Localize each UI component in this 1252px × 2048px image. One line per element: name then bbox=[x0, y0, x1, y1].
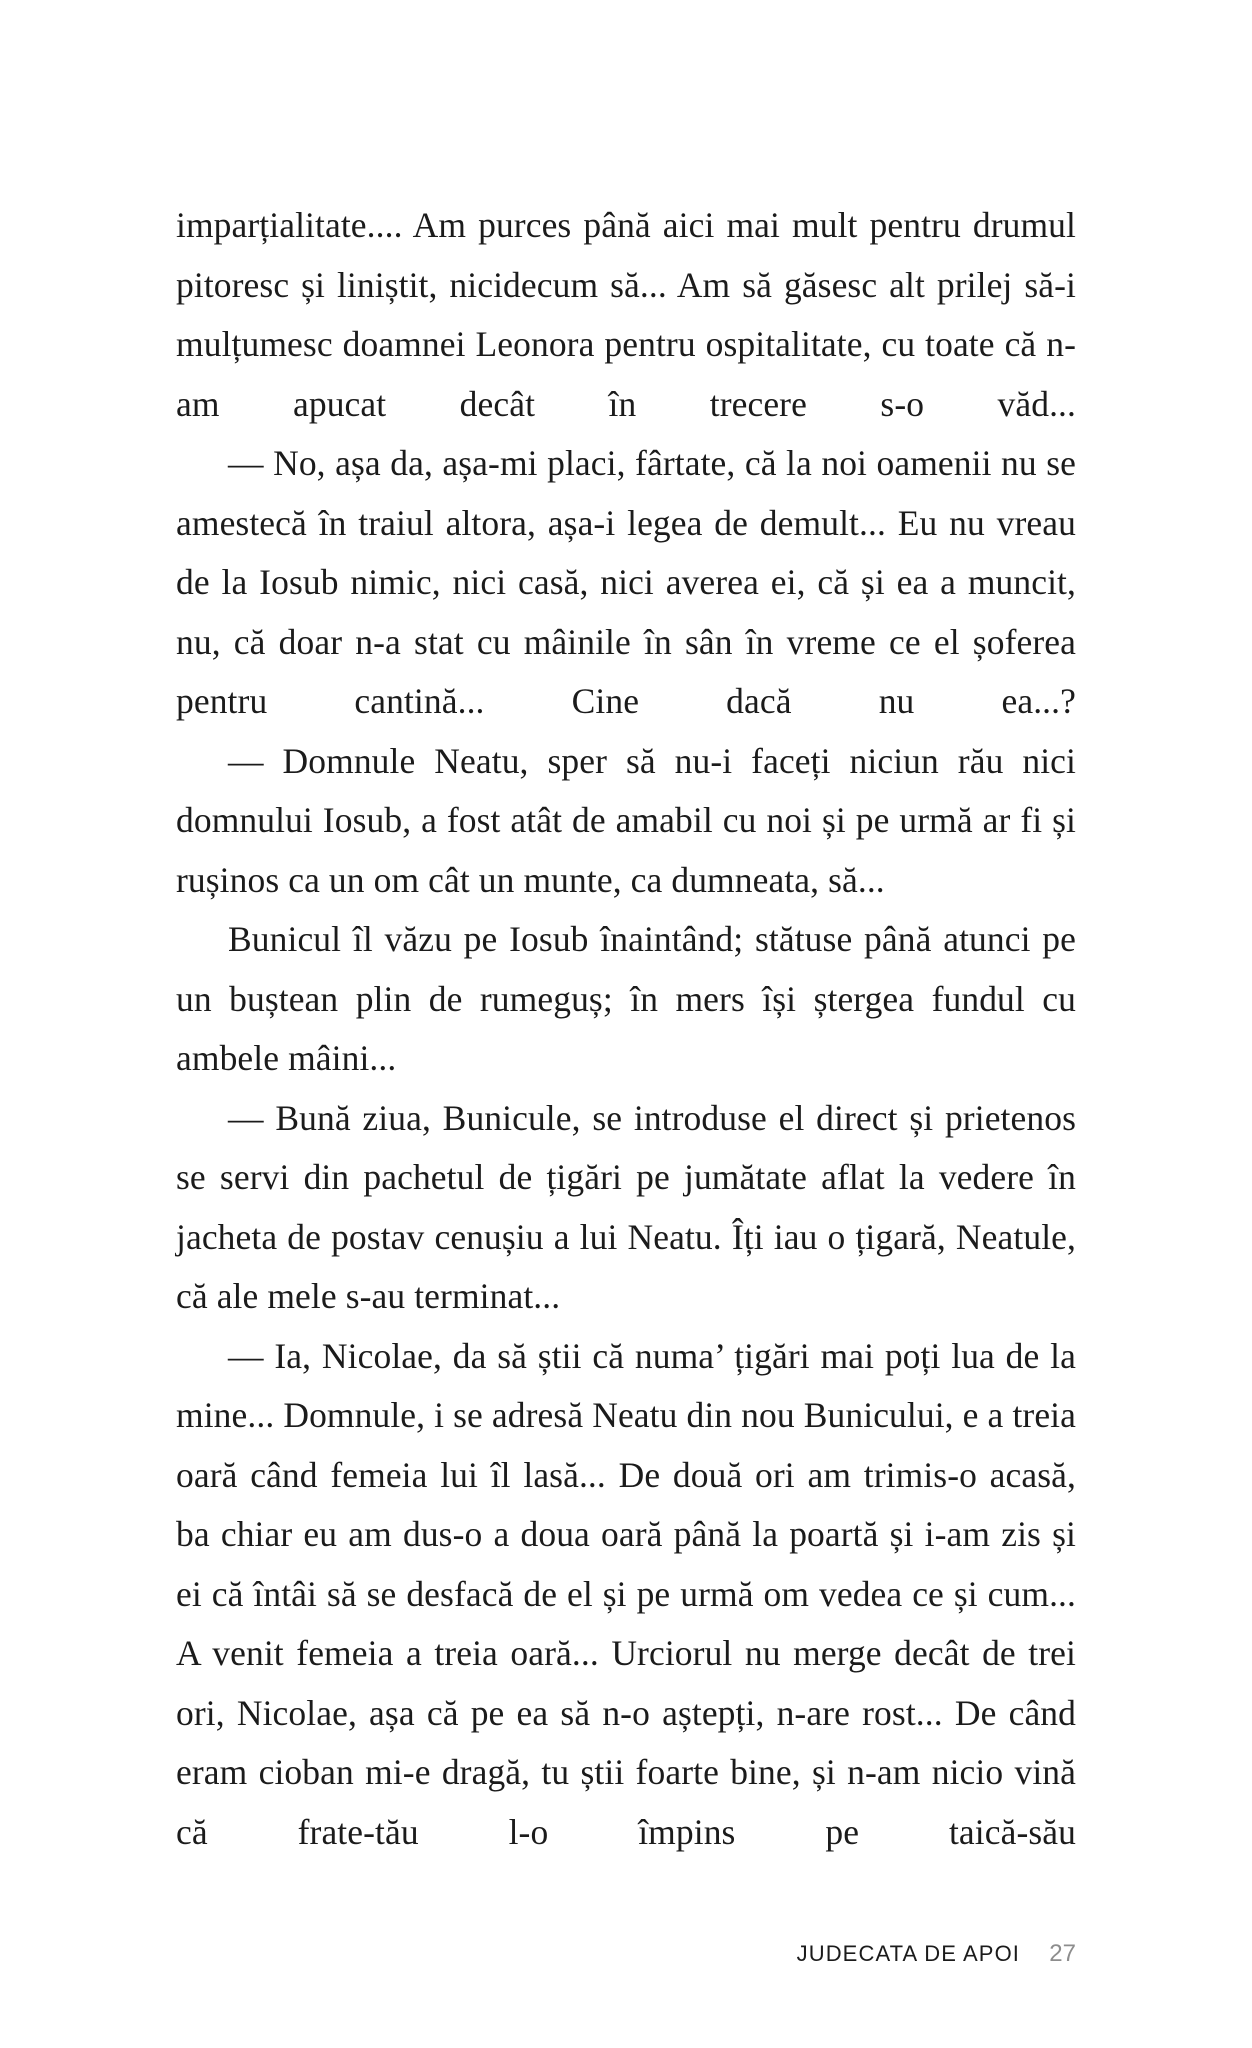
footer-book-title: JUDECATA DE APOI bbox=[796, 1941, 1020, 1966]
paragraph-continuation: imparțialitate.... Am purces până aici mai mult pentru drumul pitoresc și liniștit, nicidecum să... Am să găsesc alt prilej să-i mulțumesc doamnei Leonora pentru ospitalitate, cu toate că n-am apucat decât în trecere s-o văd... bbox=[176, 205, 1076, 424]
footer-page-number: 27 bbox=[1049, 1940, 1076, 1967]
paragraph-dialogue-no-asa-da: — No, așa da, așa-mi placi, fârtate, că la noi oamenii nu se amestecă în traiul altora, așa-i legea de demult... Eu nu vreau de la Iosub nimic, nici casă, nici averea ei, că și ea a muncit, nu, că doar n-a stat cu mâinile în sân în vreme ce el șoferea pentru cantină... Cine dacă nu ea...? bbox=[176, 443, 1076, 721]
paragraph-dialogue-ia-nicolae: — Ia, Nicolae, da să știi că numa’ țigări mai poți lua de la mine... Domnule, i se adresă Neatu din nou Bunicului, e a treia oară când femeia lui îl lasă... De două ori am trimis-o acasă, ba chiar eu am dus-o a doua oară până la poartă și i-am zis și ei că întâi să se desfacă de el și pe urmă om vedea ce și cum... A venit femeia a treia oară... Urciorul nu merge decât de trei ori, Nicolae, așa că pe ea să n-o aștepți, n-are rost... De când eram cioban mi-e dragă, tu știi foarte bine, și n-am nicio vină că frate-tău l-o împins pe taică-său bbox=[176, 1335, 1076, 1852]
paragraph-narration-bunicul: Bunicul îl văzu pe Iosub înaintând; stătuse până atunci pe un buștean plin de rumeguș; în mers își ștergea fundul cu ambele mâini... bbox=[176, 919, 1076, 1078]
paragraph-dialogue-buna-ziua: — Bună ziua, Bunicule, se introduse el direct și prietenos se servi din pachetul de țigări pe jumătate aflat la vedere în jacheta de postav cenușiu a lui Neatu. Îți iau o țigară, Neatule, că ale mele s-au terminat... bbox=[176, 1097, 1076, 1316]
page-footer bbox=[176, 1940, 1076, 1968]
page-text-block bbox=[176, 196, 1076, 1862]
paragraph-dialogue-domnule-neatu: — Domnule Neatu, sper să nu-i faceți niciun rău nici domnului Iosub, a fost atât de amabil cu noi și pe urmă ar fi și rușinos ca un om cât un munte, ca dumneata, să... bbox=[176, 740, 1076, 900]
